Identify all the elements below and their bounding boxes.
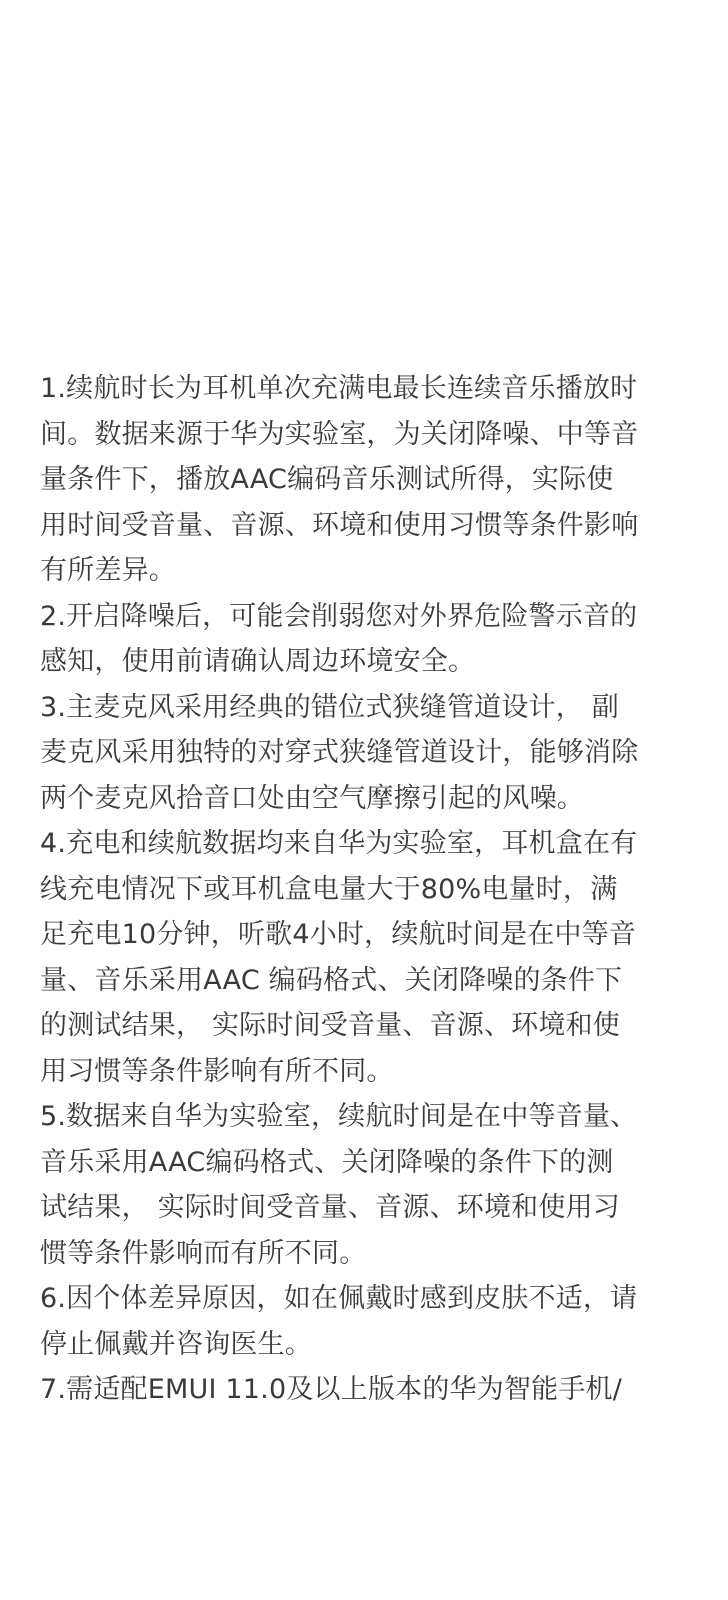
disclaimer-notes (40, 366, 700, 1413)
note-line: 3.主麦克风采用经典的错位式狭缝管道设计， 副 (40, 691, 619, 723)
note-line: 线充电情况下或耳机盒电量大于80%电量时，满 (40, 873, 618, 905)
note-line: 用习惯等条件影响有所不同。 (40, 1055, 394, 1087)
note-line: 量、音乐采用AAC 编码格式、关闭降噪的条件下 (40, 964, 623, 996)
note-line: 6.因个体差异原因，如在佩戴时感到皮肤不适，请 (40, 1283, 638, 1314)
note-1 (40, 366, 700, 594)
note-3 (40, 685, 700, 822)
note-line: 间。数据来源于华为实验室，为关闭降噪、中等音 (40, 418, 639, 450)
note-line: 7.需适配EMUI 11.0及以上版本的华为智能手机/ (40, 1374, 623, 1405)
note-line: 用时间受音量、音源、环境和使用习惯等条件影响 (40, 509, 639, 541)
note-line: 感知，使用前请确认周边环境安全。 (40, 646, 476, 677)
note-5 (40, 1094, 700, 1276)
note-7 (40, 1367, 700, 1413)
note-line: 两个麦克风拾音口处由空气摩擦引起的风噪。 (40, 782, 584, 814)
note-6 (40, 1276, 700, 1367)
note-4 (40, 821, 700, 1094)
note-line: 试结果， 实际时间受音量、音源、环境和使用习 (40, 1192, 620, 1223)
note-line: 5.数据来自华为实验室，续航时间是在中等音量、 (40, 1101, 638, 1132)
note-2 (40, 594, 700, 685)
note-line: 的测试结果， 实际时间受音量、音源、环境和使 (40, 1010, 620, 1041)
note-line: 停止佩戴并咨询医生。 (40, 1328, 312, 1360)
note-line: 麦克风采用独特的对穿式狭缝管道设计，能够消除 (40, 737, 639, 768)
note-line: 足充电10分钟，听歌4小时，续航时间是在中等音 (40, 919, 637, 950)
note-line: 量条件下，播放AAC编码音乐测试所得，实际使 (40, 464, 614, 495)
note-line: 4.充电和续航数据均来自华为实验室，耳机盒在有 (40, 828, 638, 859)
note-line: 2.开启降噪后，可能会削弱您对外界危险警示音的 (40, 600, 638, 632)
note-line: 1.续航时长为耳机单次充满电最长连续音乐播放时 (40, 373, 638, 404)
note-line: 音乐采用AAC编码格式、关闭降噪的条件下的测 (40, 1146, 614, 1178)
note-line: 惯等条件影响而有所不同。 (40, 1237, 367, 1269)
note-line: 有所差异。 (40, 555, 176, 586)
